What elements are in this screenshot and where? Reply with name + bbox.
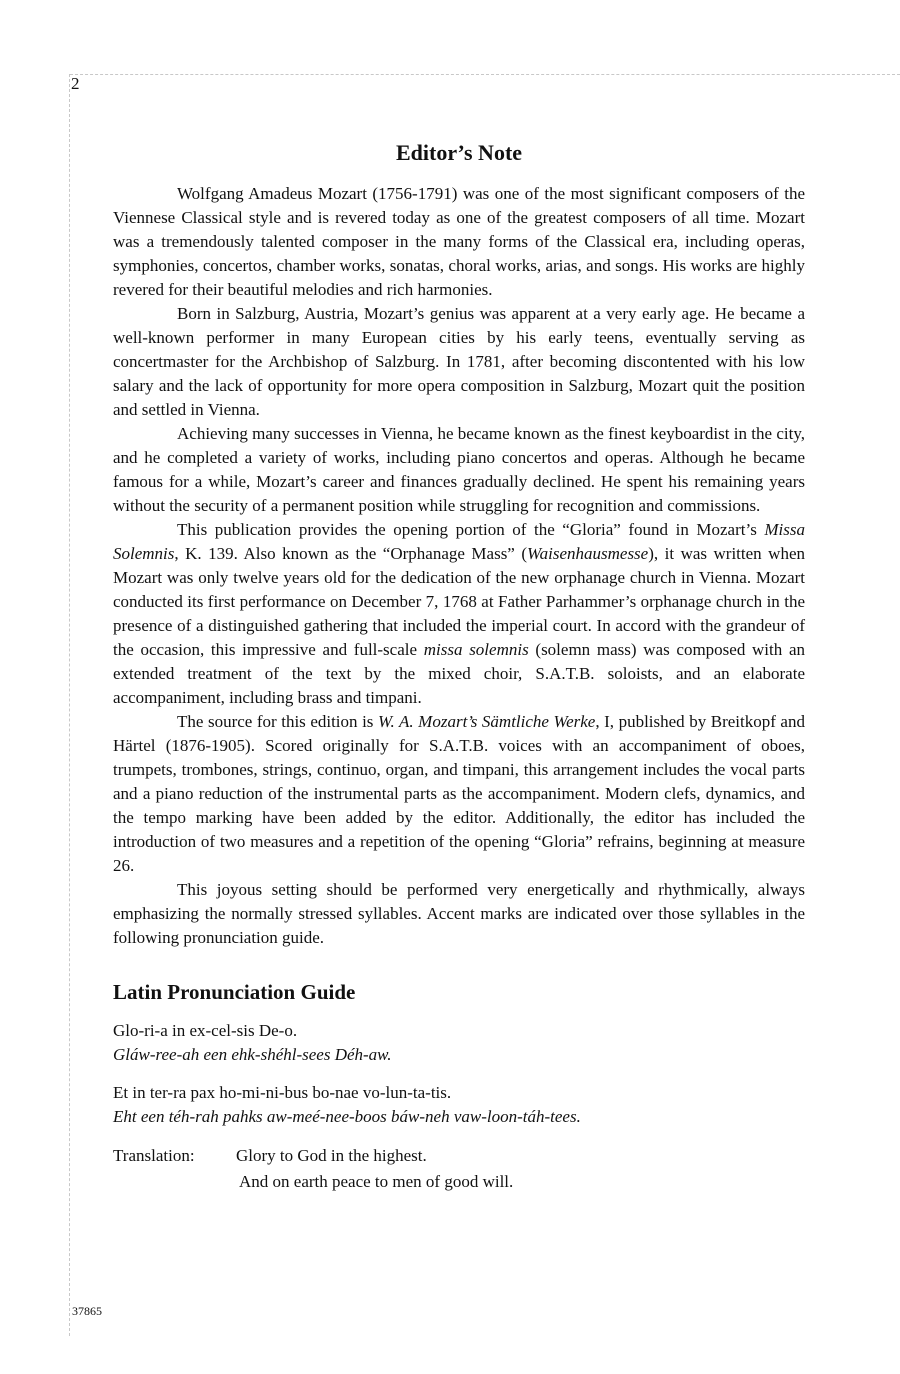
italic-text: Missa Solemnis	[113, 520, 805, 563]
body-paragraph	[113, 422, 805, 518]
phonetic-text: Eht een téh-rah pahks aw-meé-nee-boos báw-neh vaw-loon-táh-tees.	[113, 1107, 581, 1126]
body-paragraph	[113, 878, 805, 950]
pronunciation-entry	[113, 1081, 805, 1129]
italic-text: Waisenhausmesse	[527, 544, 649, 563]
page-number: 2	[71, 74, 80, 93]
paragraph-text: Born in Salzburg, Austria, Mozart’s genius was apparent at a very early age. He became a well-known performer in many European cities by his early teens, eventually serving as concertmaster for the Archbishop of Salzburg. In 1781, after becoming discontented with his low salary and the lack of opportunity for more opera composition in Salzburg, Mozart quit the position and settled in Vienna.	[113, 304, 805, 419]
italic-text: missa solemnis	[423, 640, 529, 659]
editors-note-body	[113, 182, 805, 950]
paragraph-text: The source for this edition is	[177, 712, 378, 731]
catalog-number: 37865	[72, 1304, 102, 1318]
latin-text: Et in ter-ra pax ho-mi-ni-bus bo-nae vo-lun-ta-tis.	[113, 1083, 452, 1102]
editors-note-title: Editor’s Note	[395, 140, 523, 165]
phonetic-text: Gláw-ree-ah een ehk-shéhl-sees Déh-aw.	[113, 1045, 392, 1064]
page-left-border	[69, 74, 70, 1336]
page-content	[113, 140, 805, 1195]
paragraph-text: This publication provides the opening portion of the “Gloria” found in Mozart’s	[177, 520, 765, 539]
body-paragraph	[113, 518, 805, 710]
translation-label: Translation:	[113, 1146, 195, 1165]
translation-block	[113, 1143, 805, 1195]
translation-lines	[236, 1143, 513, 1195]
body-paragraph	[113, 302, 805, 422]
pronunciation-entry	[113, 1019, 805, 1067]
translation-line: And on earth peace to men of good will.	[239, 1172, 514, 1191]
page-top-border	[70, 74, 900, 75]
translation-line: Glory to God in the highest.	[236, 1146, 427, 1165]
paragraph-text: , I, published by Breitkopf and Härtel (1876-1905). Scored originally for S.A.T.B. voices with an accompaniment of oboes, trumpets, trombones, strings, continuo, organ, and timpani, this arrangement includes the vocal parts and a piano reduction of the instrumental parts as the accompaniment. Modern clefs, dynamics, and the tempo marking have been added by the editor. Additionally, the editor has included the introduction of two measures and a repetition of the opening “Gloria” refrains, beginning at measure 26.	[113, 712, 805, 875]
latin-text: Glo-ri-a in ex-cel-sis De-o.	[113, 1021, 298, 1040]
body-paragraph	[113, 182, 805, 302]
paragraph-text: This joyous setting should be performed very energetically and rhythmically, always emphasizing the normally stressed syllables. Accent marks are indicated over those syllables in the following pronunciation guide.	[113, 880, 805, 947]
pronunciation-guide-title: Latin Pronunciation Guide	[113, 980, 356, 1004]
paragraph-text: ), it was written when Mozart was only twelve years old for the dedication of the new orphanage church in Vienna. Mozart conducted its first performance on December 7, 1768 at Father Parhammer’s orphanage church in the presence of a distinguished gathering that included the imperial court. In accord with the grandeur of the occasion, this impressive and full-scale	[113, 544, 805, 659]
paragraph-text: , K. 139. Also known as the “Orphanage Mass” (	[174, 544, 528, 563]
paragraph-text: Wolfgang Amadeus Mozart (1756-1791) was one of the most significant composers of the Viennese Classical style and is revered today as one of the greatest composers of all time. Mozart was a tremendously talented composer in the many forms of the Classical era, including operas, symphonies, concertos, chamber works, sonatas, choral works, arias, and songs. His works are highly revered for their beautiful melodies and rich harmonies.	[113, 184, 805, 299]
paragraph-text: Achieving many successes in Vienna, he became known as the finest keyboardist in the city, and he completed a variety of works, including piano concertos and operas. Although he became famous for a while, Mozart’s career and finances gradually declined. He spent his remaining years without the security of a permanent position while struggling for recognition and commissions.	[113, 424, 805, 515]
italic-text: W. A. Mozart’s Sämtliche Werke	[377, 712, 596, 731]
body-paragraph	[113, 710, 805, 878]
paragraph-text: (solemn mass) was composed with an extended treatment of the text by the mixed choir, S.A.T.B. soloists, and an elaborate accompaniment, including brass and timpani.	[113, 640, 806, 707]
